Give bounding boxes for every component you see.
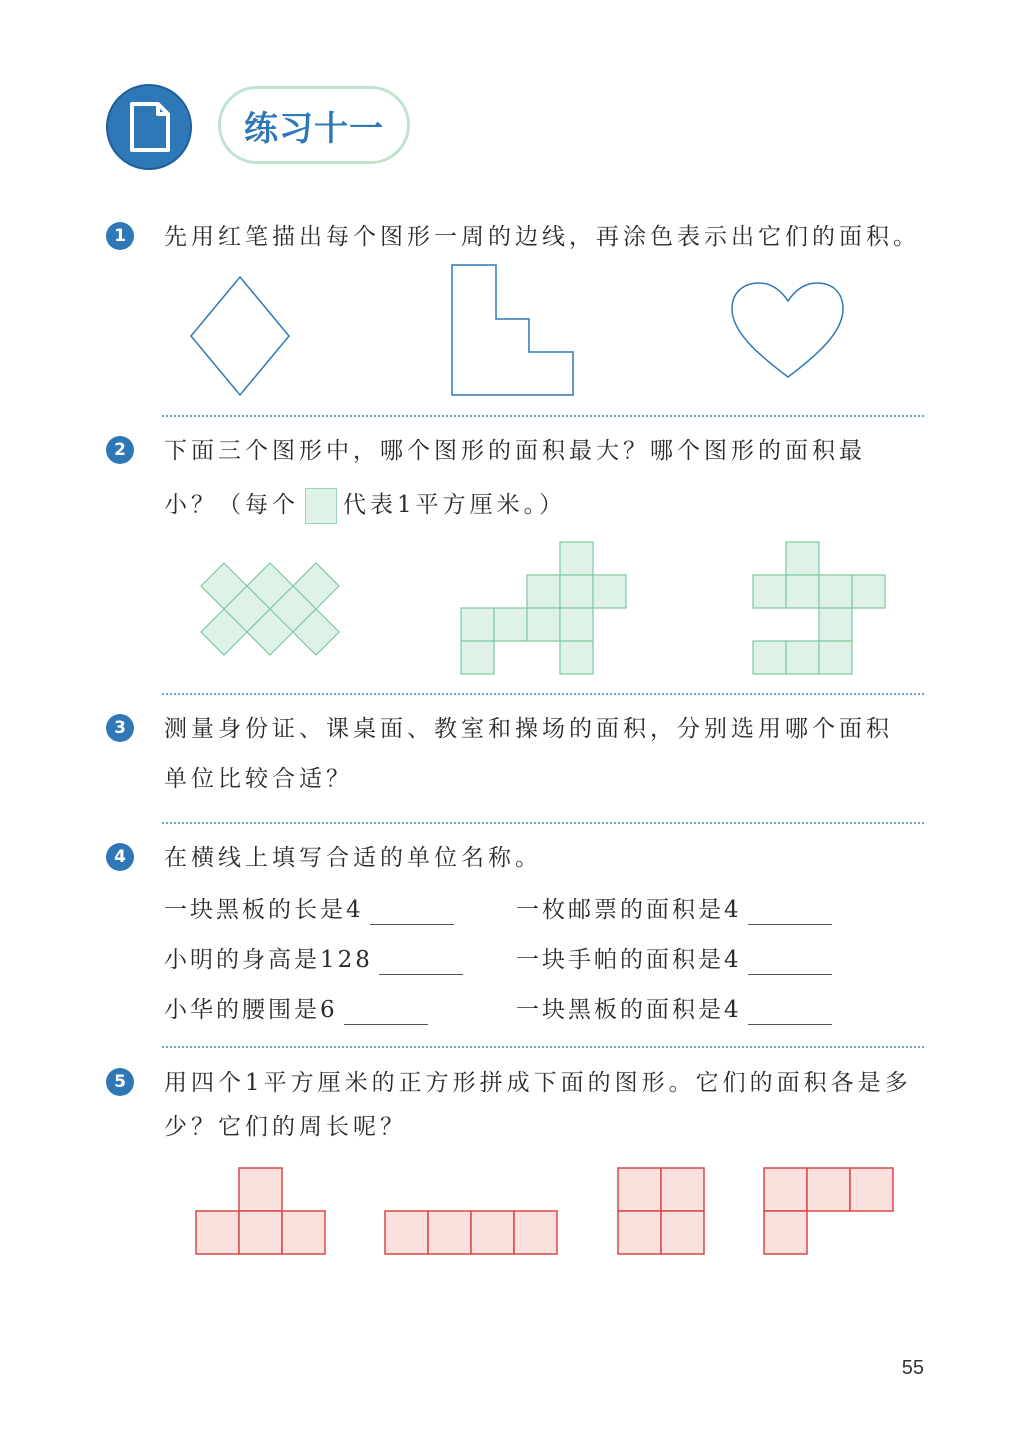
- diagonal-grid-shape: [201, 563, 339, 655]
- fill-item: [164, 895, 454, 925]
- question-3-line-1: 测量身份证、课桌面、教室和操场的面积，分别选用哪个面积: [164, 716, 893, 742]
- divider: [162, 693, 924, 695]
- fill-item-text: 小明的身高是128: [164, 947, 373, 973]
- fill-item: [516, 995, 832, 1025]
- question-1-shapes: [160, 255, 920, 405]
- fill-item: [516, 945, 832, 975]
- answer-blank[interactable]: [748, 904, 832, 925]
- answer-blank[interactable]: [379, 954, 463, 975]
- question-1-text: 先用红笔描出每个图形一周的边线，再涂色表示出它们的面积。: [164, 224, 920, 250]
- divider: [162, 415, 924, 417]
- fill-item-text: 一块黑板的长是4: [164, 897, 364, 923]
- question-5-number: 5: [106, 1068, 134, 1096]
- answer-blank[interactable]: [748, 1004, 832, 1025]
- s-grid-shape: [753, 542, 885, 674]
- question-2-line-2b: 代表1平方厘米。）: [343, 492, 567, 518]
- fill-item-text: 小华的腰围是6: [164, 997, 338, 1023]
- question-2-number: 2: [106, 436, 134, 464]
- unit-square-icon: [305, 488, 337, 524]
- cross-grid-shape: [461, 542, 626, 674]
- document-icon: [106, 84, 192, 170]
- question-3-line-2: 单位比较合适？: [164, 766, 353, 792]
- question-3-number: 3: [106, 714, 134, 742]
- fill-item: [164, 945, 463, 975]
- fill-item-text: 一块黑板的面积是4: [516, 997, 742, 1023]
- heart-shape: [732, 283, 843, 377]
- exercise-title: 练习十一: [218, 86, 410, 164]
- question-2-line-1: 下面三个图形中，哪个图形的面积最大？哪个图形的面积最: [164, 438, 866, 464]
- fill-item: [164, 995, 428, 1025]
- answer-blank[interactable]: [344, 1004, 428, 1025]
- l-tetromino-shape: [764, 1168, 893, 1254]
- o-tetromino-shape: [618, 1168, 704, 1254]
- l-step-shape: [452, 265, 573, 395]
- answer-blank[interactable]: [370, 904, 454, 925]
- question-5-line-1: 用四个1平方厘米的正方形拼成下面的图形。它们的面积各是多: [164, 1070, 912, 1096]
- page-number: 55: [901, 1357, 924, 1379]
- question-4-number: 4: [106, 843, 134, 871]
- diamond-shape: [191, 277, 289, 395]
- fill-item-text: 一块手帕的面积是4: [516, 947, 742, 973]
- question-2-line-2a: 小？（每个: [164, 492, 299, 518]
- divider: [162, 822, 924, 824]
- question-5-line-2: 少？它们的周长呢？: [164, 1114, 407, 1140]
- answer-blank[interactable]: [748, 954, 832, 975]
- i-tetromino-shape: [385, 1211, 557, 1254]
- question-2-line-2: [164, 488, 566, 524]
- t-tetromino-shape: [196, 1168, 325, 1254]
- question-2-shapes: [160, 535, 920, 685]
- divider: [162, 1046, 924, 1048]
- fill-item: [516, 895, 832, 925]
- question-5-shapes: [160, 1160, 920, 1270]
- question-4-text: 在横线上填写合适的单位名称。: [164, 845, 542, 871]
- question-1-number: 1: [106, 222, 134, 250]
- fill-item-text: 一枚邮票的面积是4: [516, 897, 742, 923]
